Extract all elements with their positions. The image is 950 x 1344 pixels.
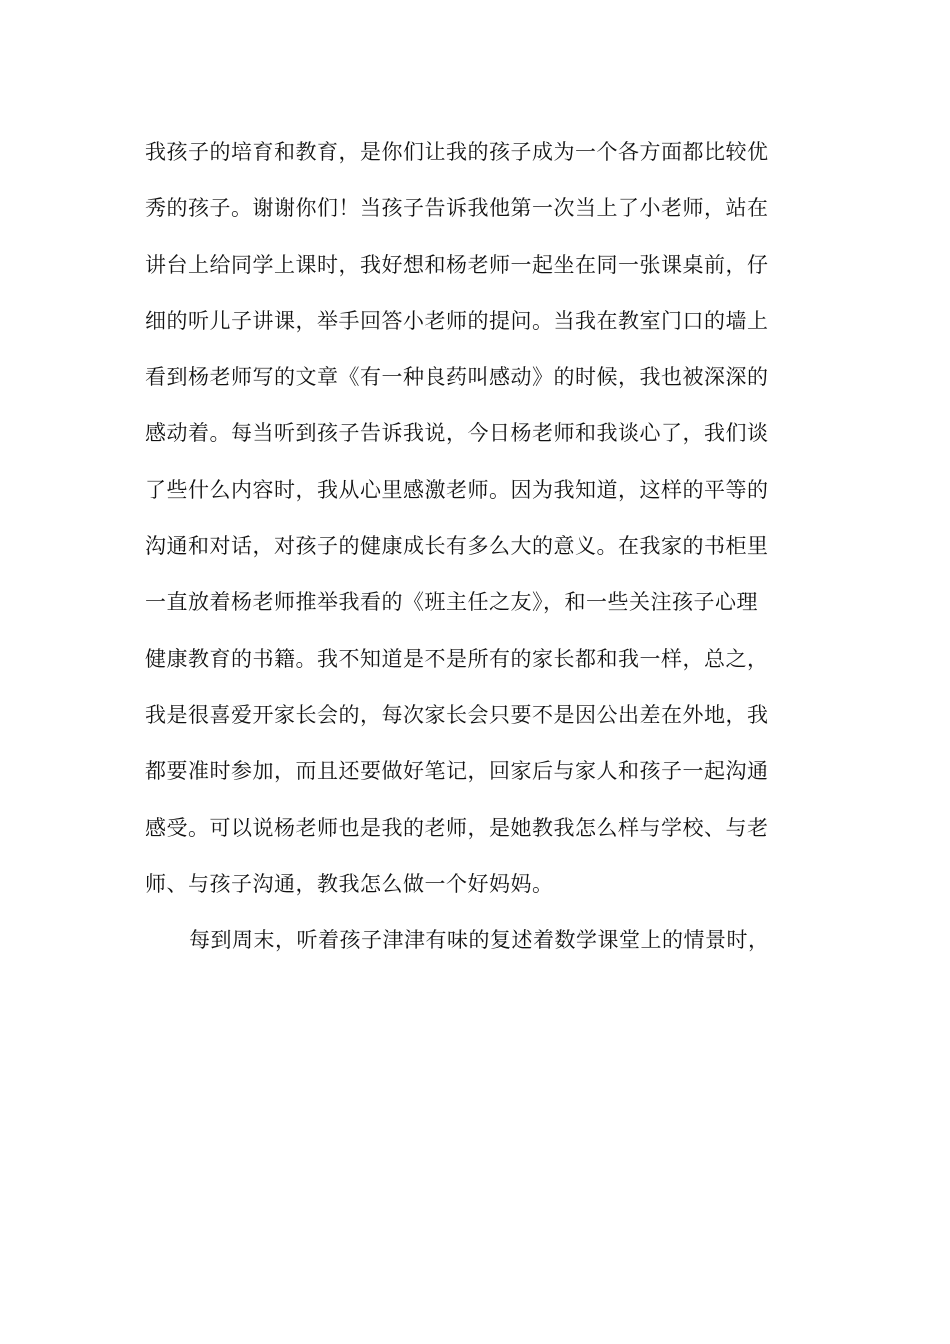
text-line-5: 看到杨老师写的文章《有一种良药叫感动》的时候，我也被深深的 — [145, 365, 769, 390]
document-body-text — [145, 130, 805, 974]
text-line-6: 感动着。每当听到孩子告诉我说，今日杨老师和我谈心了，我们谈 — [145, 421, 769, 446]
text-line-11: 我是很喜爱开家长会的，每次家长会只要不是因公出差在外地，我 — [145, 702, 769, 727]
text-line-13: 感受。可以说杨老师也是我的老师，是她教我怎么样与学校、与老 — [145, 815, 769, 840]
text-line-3: 讲台上给同学上课时，我好想和杨老师一起坐在同一张课桌前，仔 — [145, 252, 769, 277]
text-line-7: 了些什么内容时，我从心里感激老师。因为我知道，这样的平等的 — [145, 477, 769, 502]
text-line-9: 一直放着杨老师推举我看的《班主任之友》，和一些关注孩子心理 — [145, 590, 758, 615]
text-line-15-paragraph-start: 每到周末，听着孩子津津有味的复述着数学课堂上的情景时， — [189, 928, 770, 953]
text-line-2: 秀的孩子。谢谢你们！当孩子告诉我他第一次当上了小老师，站在 — [145, 196, 769, 221]
text-line-14: 师、与孩子沟通，教我怎么做一个好妈妈。 — [145, 871, 554, 896]
text-line-10: 健康教育的书籍。我不知道是不是所有的家长都和我一样，总之， — [145, 646, 769, 671]
text-line-8: 沟通和对话，对孩子的健康成长有多么大的意义。在我家的书柜里 — [145, 534, 769, 559]
text-line-1: 我孩子的培育和教育，是你们让我的孩子成为一个各方面都比较优 — [145, 140, 769, 164]
text-line-12: 都要准时参加，而且还要做好笔记，回家后与家人和孩子一起沟通 — [145, 759, 769, 784]
text-line-4: 细的听儿子讲课，举手回答小老师的提问。当我在教室门口的墙上 — [145, 308, 769, 333]
